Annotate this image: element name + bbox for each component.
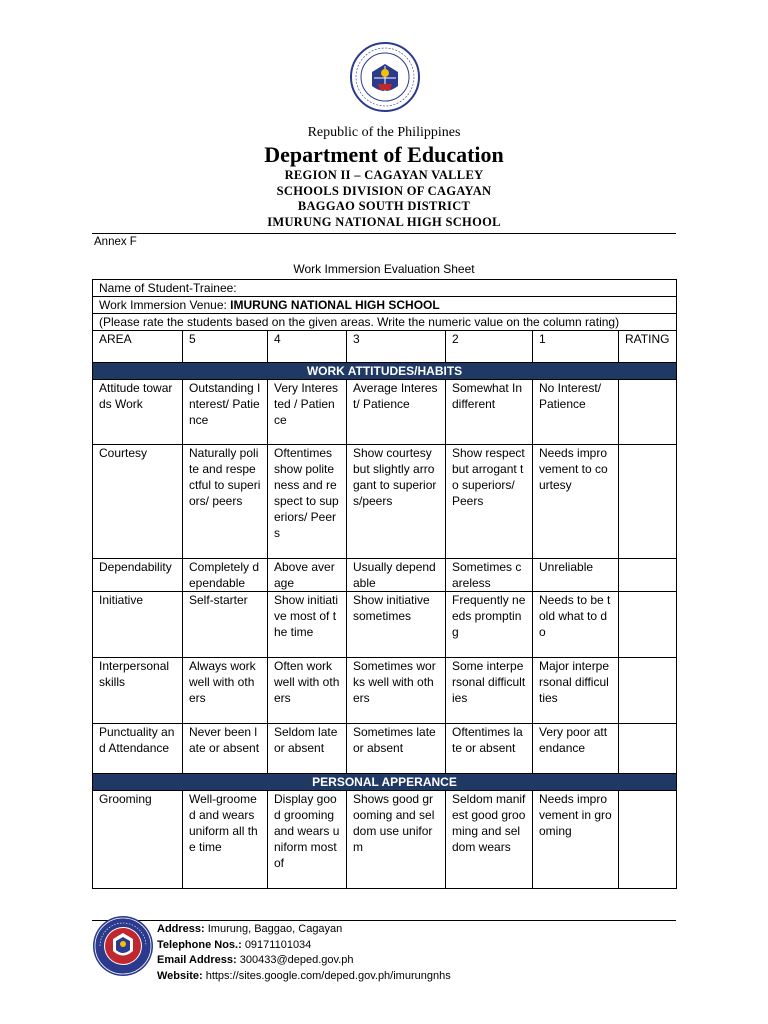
address-label: Address: bbox=[157, 923, 205, 935]
school-line: IMURUNG NATIONAL HIGH SCHOOL bbox=[267, 215, 501, 229]
footer-website bbox=[157, 969, 451, 985]
level-2-cell: Some interpersonal difficulties bbox=[446, 658, 533, 724]
level-4-cell: Oftentimes show politeness and respect to superiors/ Peers bbox=[268, 445, 347, 559]
area-cell: Interpersonal skills bbox=[93, 658, 183, 724]
col-2: 2 bbox=[446, 331, 533, 363]
table-row bbox=[93, 559, 677, 592]
table-row bbox=[93, 724, 677, 774]
telephone-value: 09171101034 bbox=[244, 938, 312, 951]
sheet-title: Work Immersion Evaluation Sheet bbox=[293, 262, 475, 276]
level-2-cell: Oftentimes late or absent bbox=[446, 724, 533, 774]
level-4-cell: Often work well with others bbox=[268, 658, 347, 724]
level-5-cell: Naturally polite and respectful to superiors/ peers bbox=[183, 445, 268, 559]
evaluation-table bbox=[92, 279, 677, 889]
level-5-cell: Self-starter bbox=[183, 592, 268, 658]
level-1-cell: Major interpersonal difficulties bbox=[533, 658, 619, 724]
section-title: WORK ATTITUDES/HABITS bbox=[93, 363, 677, 380]
level-5-cell: Never been late or absent bbox=[183, 724, 268, 774]
level-3-cell: Show courtesy but slightly arrogant to superiors/peers bbox=[347, 445, 446, 559]
col-rating: RATING bbox=[619, 331, 677, 363]
footer-address bbox=[157, 922, 451, 938]
table-row bbox=[93, 658, 677, 724]
level-5-cell: Outstanding Interest/ Patience bbox=[183, 380, 268, 445]
level-1-cell: Needs improvement to courtesy bbox=[533, 445, 619, 559]
deped-seal-icon bbox=[350, 42, 420, 112]
instruction-text: (Please rate the students based on the given areas. Write the numeric value on the column rating) bbox=[93, 314, 677, 331]
rating-cell[interactable] bbox=[619, 724, 677, 774]
area-cell: Grooming bbox=[93, 791, 183, 889]
level-2-cell: Somewhat Indifferent bbox=[446, 380, 533, 445]
rating-cell[interactable] bbox=[619, 658, 677, 724]
rating-cell[interactable] bbox=[619, 380, 677, 445]
department-title: Department of Education bbox=[264, 142, 504, 167]
level-3-cell: Sometimes works well with others bbox=[347, 658, 446, 724]
level-1-cell: Unreliable bbox=[533, 559, 619, 592]
address-value: Imurung, Baggao, Cagayan bbox=[207, 923, 343, 935]
level-1-cell: Needs improvement in grooming bbox=[533, 791, 619, 889]
venue-value: IMURUNG NATIONAL HIGH SCHOOL bbox=[230, 298, 440, 312]
area-cell: Courtesy bbox=[93, 445, 183, 559]
table-row bbox=[93, 445, 677, 559]
section-title: PERSONAL APPERANCE bbox=[93, 774, 677, 791]
section-work-attitudes bbox=[93, 363, 677, 380]
col-area: AREA bbox=[93, 331, 183, 363]
level-2-cell: Frequently needs prompting bbox=[446, 592, 533, 658]
venue-field bbox=[93, 297, 677, 314]
level-4-cell: Seldom late or absent bbox=[268, 724, 347, 774]
header-divider bbox=[92, 233, 676, 234]
table-row bbox=[93, 592, 677, 658]
venue-row bbox=[93, 297, 677, 314]
table-row bbox=[93, 791, 677, 889]
footer-divider bbox=[92, 920, 676, 921]
col-1: 1 bbox=[533, 331, 619, 363]
level-5-cell: Completely dependable bbox=[183, 559, 268, 592]
instruction-row bbox=[93, 314, 677, 331]
col-3: 3 bbox=[347, 331, 446, 363]
level-2-cell: Seldom manifest good grooming and seldom wears bbox=[446, 791, 533, 889]
level-2-cell: Sometimes careless bbox=[446, 559, 533, 592]
name-row bbox=[93, 280, 677, 297]
annex-label: Annex F bbox=[94, 236, 137, 248]
area-cell: Dependability bbox=[93, 559, 183, 592]
level-4-cell: Show initiative most of the time bbox=[268, 592, 347, 658]
footer-email bbox=[157, 953, 451, 969]
venue-label: Work Immersion Venue: bbox=[99, 298, 231, 312]
rating-cell[interactable] bbox=[619, 445, 677, 559]
level-3-cell: Average Interest/ Patience bbox=[347, 380, 446, 445]
rating-cell[interactable] bbox=[619, 592, 677, 658]
email-link[interactable]: 300433@deped.gov.ph bbox=[239, 954, 354, 966]
footer-contact bbox=[157, 922, 451, 984]
republic-line: Republic of the Philippines bbox=[307, 125, 461, 140]
area-cell: Attitude towards Work bbox=[93, 380, 183, 445]
rating-cell[interactable] bbox=[619, 559, 677, 592]
level-1-cell: Very poor attendance bbox=[533, 724, 619, 774]
website-link[interactable]: https://sites.google.com/deped.gov.ph/imurungnhs bbox=[205, 969, 451, 982]
section-personal-appearance bbox=[93, 774, 677, 791]
level-4-cell: Very Interested / Patience bbox=[268, 380, 347, 445]
name-field[interactable]: Name of Student-Trainee: bbox=[93, 280, 677, 297]
school-seal-icon bbox=[92, 915, 154, 977]
rating-cell[interactable] bbox=[619, 791, 677, 889]
col-4: 4 bbox=[268, 331, 347, 363]
footer-telephone bbox=[157, 938, 451, 954]
email-label: Email Address: bbox=[157, 954, 237, 966]
level-5-cell: Well-groomed and wears uniform all the time bbox=[183, 791, 268, 889]
col-5: 5 bbox=[183, 331, 268, 363]
level-2-cell: Show respect but arrogant to superiors/ Peers bbox=[446, 445, 533, 559]
telephone-label: Telephone Nos.: bbox=[157, 938, 242, 951]
column-header-row bbox=[93, 331, 677, 363]
division-line: SCHOOLS DIVISION OF CAGAYAN bbox=[276, 184, 492, 198]
level-4-cell: Above average bbox=[268, 559, 347, 592]
table-row bbox=[93, 380, 677, 445]
region-line: REGION II – CAGAYAN VALLEY bbox=[284, 168, 484, 182]
level-3-cell: Sometimes late or absent bbox=[347, 724, 446, 774]
website-label: Website: bbox=[157, 969, 203, 982]
level-3-cell: Shows good grooming and seldom use uniform bbox=[347, 791, 446, 889]
area-cell: Initiative bbox=[93, 592, 183, 658]
level-1-cell: Needs to be told what to do bbox=[533, 592, 619, 658]
level-5-cell: Always work well with others bbox=[183, 658, 268, 724]
district-line: BAGGAO SOUTH DISTRICT bbox=[297, 199, 471, 213]
level-4-cell: Display good grooming and wears uniform most of bbox=[268, 791, 347, 889]
level-3-cell: Usually dependable bbox=[347, 559, 446, 592]
area-cell: Punctuality and Attendance bbox=[93, 724, 183, 774]
level-1-cell: No Interest/ Patience bbox=[533, 380, 619, 445]
level-3-cell: Show initiative sometimes bbox=[347, 592, 446, 658]
